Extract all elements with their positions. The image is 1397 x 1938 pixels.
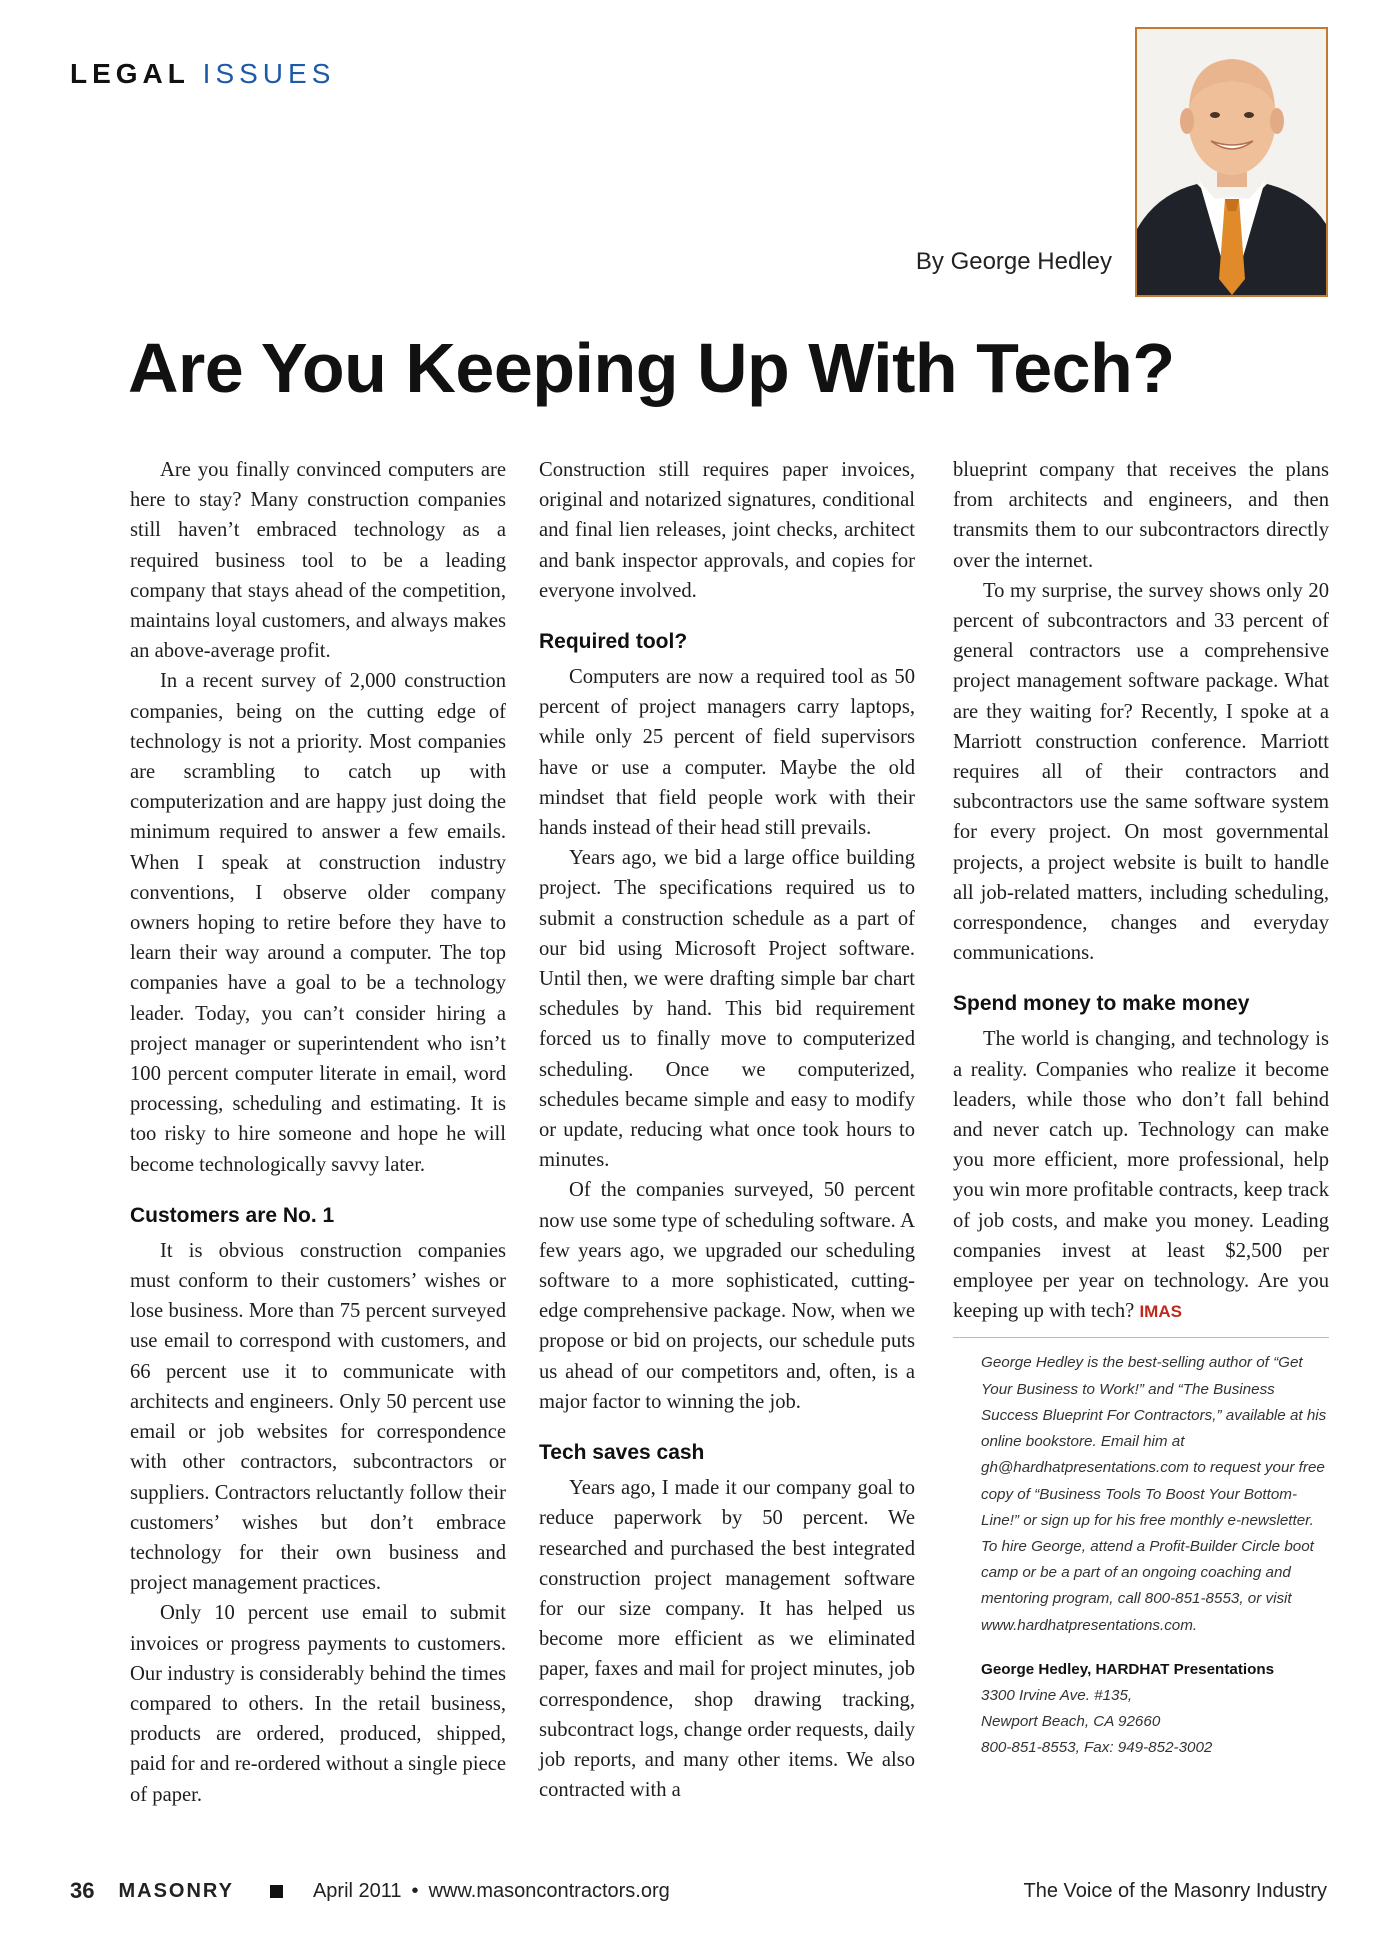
subheading-spend-money: Spend money to make money — [953, 992, 1250, 1016]
paragraph: Only 10 percent use email to submit invoices or progress payments to customers. Our industry is considerably behind the times compared to others. In the retail business, products are ordered, produced, shipped, paid for and re-ordered without a single piece of paper. — [130, 1602, 506, 1806]
page-footer — [70, 1878, 1327, 1904]
article-column-2 — [539, 455, 915, 1805]
article-column-1 — [130, 455, 506, 1810]
paragraph: blueprint company that receives the plans from architects and engineers, and then transmits them to our subcontractors directly over the internet. — [953, 459, 1329, 572]
contact-address-line-2: Newport Beach, CA 92660 — [981, 1712, 1161, 1730]
square-bullet-icon — [270, 1885, 283, 1898]
paragraph — [953, 1024, 1329, 1327]
magazine-name: MASONRY — [118, 1879, 234, 1902]
paragraph-text: The world is changing, and technology is a reality. Companies who realize it become leaders, while those who don’t fall behind and never catch up. Technology can make you more efficient, more professional, help you win more profitable contracts, keep track of job costs, and make you money. Leading companies invest at least $2,500 per employee per year on technology. Are you keeping up with tech? — [953, 1028, 1329, 1323]
contact-address-line-1: 3300 Irvine Ave. #135, — [981, 1686, 1133, 1704]
subheading-customers: Customers are No. 1 — [130, 1203, 335, 1227]
paragraph: Of the companies surveyed, 50 percent now use some type of scheduling software. A few years ago, we upgraded our scheduling software to a more sophisticated, cutting-edge comprehensive package. Now, when we propose or bid on projects, our schedule puts us ahead of our competitors and, often, is a major factor to winning the job. — [539, 1179, 915, 1413]
paragraph: Construction still requires paper invoices, original and notarized signatures, conditional and final lien releases, joint checks, architect and bank inspector approvals, and copies for everyone involved. — [539, 459, 915, 602]
paragraph: Years ago, we bid a large office building project. The specifications required us to submit a construction schedule as a part of our bid using Microsoft Project software. Until then, we were drafting simple bar chart schedules by hand. This bid requirement forced us to finally move to computerized scheduling. Once we computerized, schedules became simple and easy to modify or update, reducing what once took hours to minutes. — [539, 847, 915, 1172]
author-contact — [953, 1657, 1329, 1761]
section-label-bold: LEGAL — [70, 58, 190, 89]
page-number: 36 — [70, 1878, 95, 1903]
section-label — [70, 58, 335, 90]
end-mark: IMAS — [1139, 1302, 1182, 1322]
byline: By George Hedley — [915, 248, 1112, 275]
section-label-light: ISSUES — [202, 58, 336, 89]
paragraph: To my surprise, the survey shows only 20 percent of subcontractors and 33 percent of general contractors use a comprehensive project management software package. What are they waiting for? Recently, I spoke at a Marriott construction conference. Marriott requires all of their contractors and subcontractors use the same software system for every project. On most governmental projects, a project website is built to handle all job-related matters, including scheduling, correspondence, changes and everyday communications. — [953, 579, 1329, 965]
author-portrait-image — [1137, 29, 1326, 295]
contact-phone: 800-851-8553, Fax: 949-852-3002 — [981, 1738, 1213, 1756]
magazine-tagline: The Voice of the Masonry Industry — [1023, 1879, 1327, 1902]
article-column-3 — [953, 455, 1329, 1761]
paragraph: It is obvious construction companies must conform to their customers’ wishes or lose business. More than 75 percent surveyed use email to correspond with customers, and 66 percent use it to communicate with architects and engineers. Only 50 percent use email or job websites for correspondence with other contractors, subcontractors or suppliers. Contractors reluctantly follow their customers’ wishes but don’t embrace technology for their own business and project management practices. — [130, 1239, 506, 1595]
issue-date: April 2011 — [312, 1879, 402, 1902]
subheading-required-tool: Required tool? — [539, 630, 688, 654]
contact-name: George Hedley, HARDHAT Presentations — [981, 1660, 1275, 1678]
bullet-separator: • — [411, 1879, 419, 1902]
subheading-tech-saves-cash: Tech saves cash — [539, 1441, 705, 1465]
paragraph: Years ago, I made it our company goal to reduce paperwork by 50 percent. We researched and purchased the best integrated construction project management software for our size company. It has helped us become more efficient as we eliminated paper, faxes and mail for project minutes, job correspondence, shop drawing tracking, subcontract logs, change order requests, daily job reports, and many other items. We also contracted with a — [539, 1477, 915, 1802]
author-photo — [1135, 27, 1328, 297]
paragraph: Are you finally convinced computers are here to stay? Many construction companies still haven’t embraced technology as a required business tool to be a leading company that stays ahead of the competition, maintains loyal customers, and always makes an above-average profit. — [130, 459, 506, 663]
headline: Are You Keeping Up With Tech? — [128, 329, 1175, 407]
author-bio: George Hedley is the best-selling author of “Get Your Business to Work!” and “The Business Success Blueprint For Contractors,” available at his online bookstore. Email him at gh@hardhatpresentations.com to request your free copy of “Business Tools To Boost Your Bottom-Line!” or sign up for his free monthly e-newsletter. To hire George, attend a Profit-Builder Circle boot camp or be a part of an ongoing coaching and mentoring program, call 800-851-8553, or visit www.hardhatpresentations.com. — [953, 1337, 1329, 1638]
website-link[interactable]: www.masoncontractors.org — [428, 1879, 670, 1902]
paragraph: In a recent survey of 2,000 construction companies, being on the cutting edge of technology is not a priority. Most companies are scrambling to catch up with computerization and are happy just doing the minimum required to answer a few emails. When I speak at construction industry conventions, I observe older company owners hoping to retire before they have to learn their way around a computer. The top companies have a goal to be a technology leader. Today, you can’t consider hiring a project manager or superintendent who isn’t 100 percent computer literate in email, word processing, scheduling and estimating. It is too risky to hire someone and hope he will become technologically savvy later. — [130, 670, 506, 1176]
paragraph: Computers are now a required tool as 50 percent of project managers carry laptops, while only 25 percent of field supervisors have or use a computer. Maybe the old mindset that field people work with their hands instead of their head still prevails. — [539, 666, 915, 840]
